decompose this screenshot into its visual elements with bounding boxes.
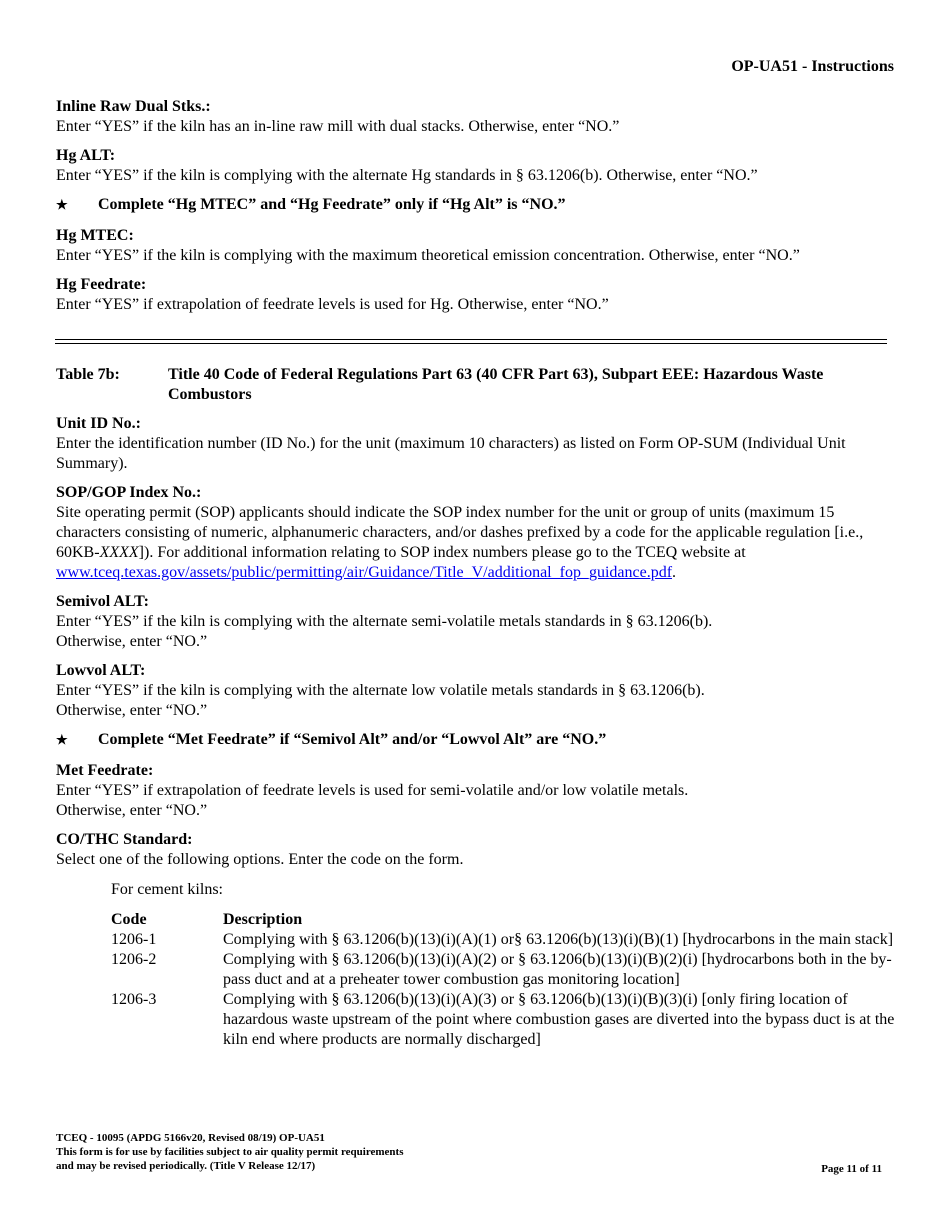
code-header: Code bbox=[111, 911, 147, 928]
note-text: Complete “Hg MTEC” and “Hg Feedrate” only if “Hg Alt” is “NO.” bbox=[98, 196, 566, 213]
section-title: Unit ID No.: bbox=[56, 415, 141, 432]
code-cell: 1206-1 bbox=[111, 931, 157, 948]
section-title: SOP/GOP Index No.: bbox=[56, 484, 202, 501]
section-text: Enter “YES” if the kiln is complying with the alternate semi-volatile metals standards in § 63.1206(b). bbox=[56, 613, 713, 630]
section-text: Enter “YES” if the kiln has an in-line raw mill with dual stacks. Otherwise, enter “NO.” bbox=[56, 118, 620, 135]
section-text: Enter “YES” if the kiln is complying with the alternate low volatile metals standards in § 63.1206(b). bbox=[56, 682, 705, 699]
section-inline-raw-dual bbox=[56, 97, 896, 137]
section-text: Enter “YES” if the kiln is complying with the alternate Hg standards in § 63.1206(b). Otherwise, enter “NO.” bbox=[56, 167, 758, 184]
double-rule-divider bbox=[55, 339, 887, 344]
section-title: Semivol ALT: bbox=[56, 593, 149, 610]
star-icon: ★ bbox=[56, 732, 68, 747]
section-text: Enter “YES” if the kiln is complying with the maximum theoretical emission concentration. Otherwise, enter “NO.” bbox=[56, 247, 800, 264]
table-title: Title 40 Code of Federal Regulations Part 63 (40 CFR Part 63), Subpart EEE: Hazardous Waste Combustors bbox=[168, 366, 824, 403]
section-text: Otherwise, enter “NO.” bbox=[56, 802, 208, 819]
description-cell: Complying with § 63.1206(b)(13)(i)(A)(1) or§ 63.1206(b)(13)(i)(B)(1) [hydrocarbons in the main stack] bbox=[223, 931, 894, 948]
section-lowvol-alt bbox=[56, 661, 896, 721]
document-header: OP-UA51 - Instructions bbox=[731, 58, 894, 75]
section-hg-feedrate bbox=[56, 275, 896, 315]
description-cell: Complying with § 63.1206(b)(13)(i)(A)(3) or § 63.1206(b)(13)(i)(B)(3)(i) [only firing location of hazardous waste upstream of the point where combustion gases are diverted into the bypass duct is at the kiln end where products are normally discharged] bbox=[223, 991, 895, 1048]
note-text: Complete “Met Feedrate” if “Semivol Alt” and/or “Lowvol Alt” are “NO.” bbox=[98, 731, 607, 748]
sop-text-c: . bbox=[672, 564, 677, 581]
section-text bbox=[56, 503, 896, 583]
section-text: Otherwise, enter “NO.” bbox=[56, 702, 208, 719]
sop-text-b: ]). For additional information relating to SOP index numbers please go to the TCEQ website at bbox=[138, 544, 746, 561]
section-title: Hg Feedrate: bbox=[56, 276, 147, 293]
code-cell: 1206-3 bbox=[111, 991, 157, 1008]
description-header: Description bbox=[223, 911, 303, 928]
page-number: Page 11 of 11 bbox=[821, 1163, 882, 1175]
code-table bbox=[111, 910, 896, 1050]
section-hg-mtec bbox=[56, 226, 896, 266]
description-cell: Complying with § 63.1206(b)(13)(i)(A)(2) or § 63.1206(b)(13)(i)(B)(2)(i) [hydrocarbons both in the by-pass duct and at a preheater tower combustion gas monitoring location] bbox=[223, 951, 892, 988]
table-heading bbox=[56, 365, 896, 405]
sop-text-a: Site operating permit (SOP) applicants should indicate the SOP index number for the unit or group of units (maximum 15 characters consisting of numeric, alphanumeric characters, and/or dashes prefixed by a code for the applicable regulation [i.e., 60KB- bbox=[56, 504, 864, 561]
sop-text-italic: XXXX bbox=[99, 544, 139, 561]
section-text: Enter “YES” if extrapolation of feedrate levels is used for semi-volatile and/or low volatile metals. bbox=[56, 782, 689, 799]
footer-line: and may be revised periodically. (Title V Release 12/17) bbox=[56, 1160, 316, 1172]
section-hg-alt bbox=[56, 146, 896, 186]
section-text: Enter the identification number (ID No.) for the unit (maximum 10 characters) as listed on Form OP-SUM (Individual Unit Summary). bbox=[56, 435, 846, 472]
tceq-guidance-link[interactable]: www.tceq.texas.gov/assets/public/permitting/air/Guidance/Title_V/additional_fop_guidance.pdf bbox=[56, 564, 673, 581]
table-row bbox=[111, 930, 896, 950]
footer-line: TCEQ - 10095 (APDG 5166v20, Revised 08/19) OP-UA51 bbox=[56, 1132, 325, 1144]
section-title: Lowvol ALT: bbox=[56, 662, 146, 679]
section-sop-index bbox=[56, 483, 896, 583]
footer-line: This form is for use by facilities subject to air quality permit requirements bbox=[56, 1146, 404, 1158]
section-text: Otherwise, enter “NO.” bbox=[56, 633, 208, 650]
table-label: Table 7b: bbox=[56, 366, 120, 383]
section-unit-id bbox=[56, 414, 896, 474]
form-footer bbox=[56, 1131, 404, 1173]
section-text: Enter “YES” if extrapolation of feedrate levels is used for Hg. Otherwise, enter “NO.” bbox=[56, 296, 609, 313]
section-title: Inline Raw Dual Stks.: bbox=[56, 98, 211, 115]
section-title: Hg MTEC: bbox=[56, 227, 134, 244]
section-semivol-alt bbox=[56, 592, 896, 652]
section-title: Met Feedrate: bbox=[56, 762, 154, 779]
section-met-feedrate bbox=[56, 761, 896, 821]
section-text: Select one of the following options. Enter the code on the form. bbox=[56, 851, 464, 868]
code-table-header bbox=[111, 910, 896, 930]
cement-kilns-label: For cement kilns: bbox=[111, 881, 223, 898]
section-co-thc bbox=[56, 830, 896, 870]
star-icon: ★ bbox=[56, 197, 68, 212]
section-title: Hg ALT: bbox=[56, 147, 116, 164]
code-cell: 1206-2 bbox=[111, 951, 157, 968]
note-hg bbox=[56, 195, 896, 215]
table-row bbox=[111, 990, 896, 1050]
instructions-body bbox=[56, 97, 896, 1050]
table-row bbox=[111, 950, 896, 990]
note-met bbox=[56, 730, 896, 750]
section-title: CO/THC Standard: bbox=[56, 831, 193, 848]
